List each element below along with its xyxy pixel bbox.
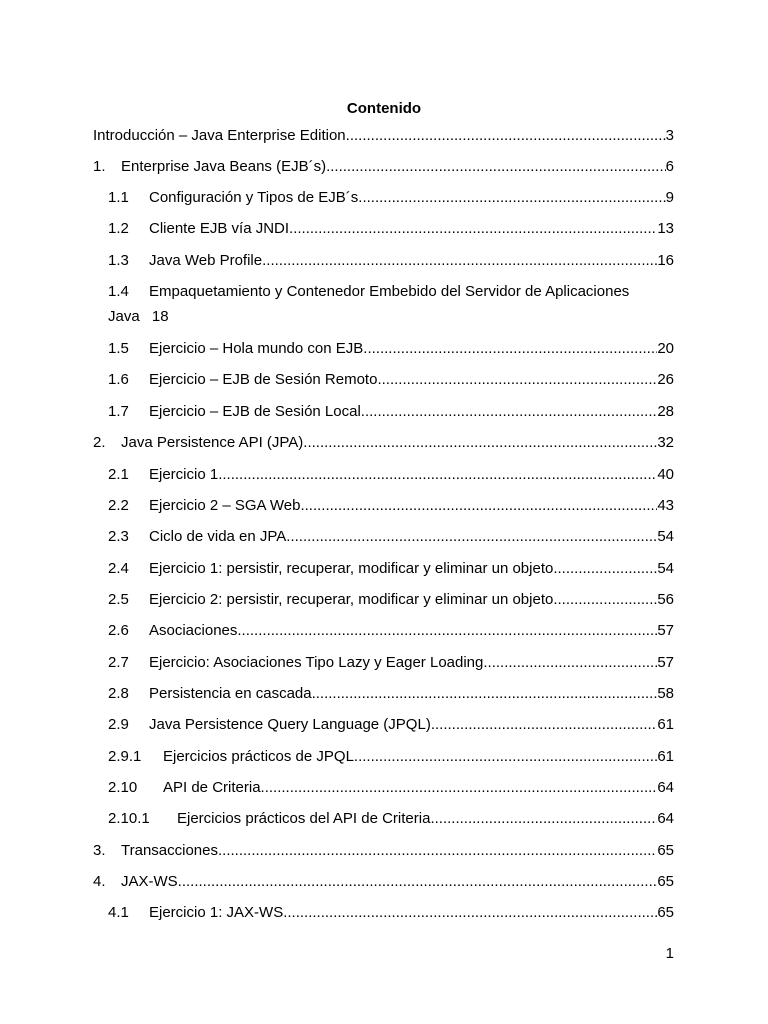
toc-entry[interactable]	[108, 465, 674, 485]
toc-entry-page: 65	[657, 873, 674, 890]
toc-entry-title: Ejercicio 2 – SGA Web	[149, 497, 301, 514]
toc-leader-dots	[430, 809, 657, 829]
toc-entry-number: 1.2	[108, 220, 129, 237]
toc-leader-dots	[363, 339, 657, 359]
toc-entry[interactable]	[93, 433, 674, 453]
toc-entry-number: 1.1	[108, 189, 129, 206]
toc-entry-page: 32	[657, 434, 674, 451]
toc-entry-number: 2.4	[108, 560, 129, 577]
toc-entry[interactable]	[108, 402, 674, 422]
toc-entry-page: 13	[657, 220, 674, 237]
toc-entry[interactable]	[108, 778, 674, 798]
toc-leader-dots	[218, 465, 657, 485]
toc-entry-number: 4.	[93, 873, 106, 890]
toc-entry-title: Ejercicio: Asociaciones Tipo Lazy y Eager Loading	[149, 654, 484, 671]
toc-entry[interactable]	[108, 219, 674, 239]
toc-entry-number: 1.6	[108, 371, 129, 388]
toc-entry-title: Cliente EJB vía JNDI	[149, 220, 290, 237]
toc-leader-dots	[283, 903, 657, 923]
toc-entry-number: 2.5	[108, 591, 129, 608]
toc-leader-dots	[354, 747, 657, 767]
toc-entry-number: 2.8	[108, 685, 129, 702]
toc-entry-number: 2.10	[108, 779, 138, 796]
toc-entry-title: Java Persistence Query Language (JPQL)	[149, 716, 431, 733]
toc-entry[interactable]	[108, 903, 674, 923]
toc-entry-number: 2.	[93, 434, 106, 451]
toc-entry-title: Ciclo de vida en JPA	[149, 528, 287, 545]
toc-entry-page: 40	[657, 466, 674, 483]
toc-entry-number: 2.7	[108, 654, 129, 671]
toc-entry-number: 1.3	[108, 252, 129, 269]
toc-entry-page: 54	[657, 528, 674, 545]
toc-entry[interactable]	[108, 653, 674, 673]
toc-entry-page: 64	[657, 810, 674, 827]
toc-entry-title: Ejercicio – Hola mundo con EJB	[149, 340, 364, 357]
toc-entry-title: JAX-WS	[121, 873, 178, 890]
toc-entry-title: Enterprise Java Beans (EJB´s)	[121, 158, 327, 175]
toc-leader-dots	[361, 402, 658, 422]
toc-entry[interactable]	[108, 251, 674, 271]
toc-entry[interactable]	[93, 841, 674, 861]
toc-leader-dots	[553, 559, 657, 579]
toc-entry-page: 26	[657, 371, 674, 388]
toc-entry[interactable]	[108, 496, 674, 516]
toc-entry-page: 43	[657, 497, 674, 514]
toc-leader-dots	[358, 188, 665, 208]
toc-entry[interactable]	[108, 684, 674, 704]
toc-entry[interactable]	[108, 747, 674, 767]
toc-leader-dots	[431, 715, 657, 735]
toc-entry[interactable]	[108, 621, 674, 641]
toc-entry-page: 18	[151, 308, 169, 325]
toc-leader-dots	[237, 621, 657, 641]
toc-leader-dots	[262, 251, 657, 271]
toc-entry-title: Ejercicio 1: persistir, recuperar, modificar y eliminar un objeto	[149, 560, 554, 577]
toc-entry-page: 28	[657, 403, 674, 420]
toc-entry-page: 56	[657, 591, 674, 608]
toc-leader-dots	[377, 370, 657, 390]
toc-entry-page: 54	[657, 560, 674, 577]
toc-entry-title: Ejercicio 2: persistir, recuperar, modificar y eliminar un objeto	[149, 591, 554, 608]
toc-entry[interactable]	[108, 715, 674, 735]
toc-leader-dots	[300, 496, 657, 516]
toc-entry-number: 2.2	[108, 497, 129, 514]
toc-entry-number: 2.10.1	[108, 810, 150, 827]
toc-entry-page: 57	[657, 654, 674, 671]
toc-entry-title: Transacciones	[121, 842, 218, 859]
toc-entry[interactable]	[108, 590, 674, 610]
toc-entry-title: Ejercicios prácticos del API de Criteria	[177, 810, 431, 827]
toc-entry[interactable]	[108, 809, 674, 829]
toc-entry-title: Introducción – Java Enterprise Edition	[93, 127, 346, 144]
toc-entry[interactable]	[108, 370, 674, 390]
toc-entry-title: Ejercicios prácticos de JPQL	[163, 748, 354, 765]
toc-entry-title: API de Criteria	[163, 779, 261, 796]
toc-entry-page: 57	[657, 622, 674, 639]
toc-leader-dots	[289, 219, 657, 239]
toc-leader-dots	[218, 841, 657, 861]
toc-entry-number: 4.1	[108, 904, 129, 921]
toc-entry-title: Java Web Profile	[149, 252, 263, 269]
toc-entry[interactable]	[93, 126, 674, 146]
toc-entry-page: 64	[657, 779, 674, 796]
toc-entry-number: 1.5	[108, 340, 129, 357]
toc-entry-page: 20	[657, 340, 674, 357]
toc-leader-dots	[303, 433, 657, 453]
toc-entry[interactable]	[108, 282, 708, 302]
toc-entry-number: 2.1	[108, 466, 129, 483]
toc-entry-number: 2.9.1	[108, 748, 142, 765]
toc-entry-number: 1.	[93, 158, 106, 175]
toc-leader-dots	[261, 778, 658, 798]
toc-entry-page: 16	[657, 252, 674, 269]
toc-entry-page: 6	[665, 158, 674, 175]
toc-entry-title: Ejercicio 1	[149, 466, 219, 483]
toc-entry-number: 1.4	[108, 283, 129, 300]
toc-entry-title: Ejercicio – EJB de Sesión Local	[149, 403, 361, 420]
toc-entry[interactable]	[108, 559, 674, 579]
toc-leader-dots	[326, 157, 666, 177]
toc-entry-number: 2.6	[108, 622, 129, 639]
toc-entry-title: Configuración y Tipos de EJB´s	[149, 189, 359, 206]
toc-entry-title: Java Persistence API (JPA)	[121, 434, 304, 451]
toc-entry-page: 61	[657, 716, 674, 733]
toc-entry-number: 3.	[93, 842, 106, 859]
toc-leader-dots	[553, 590, 657, 610]
toc-entry[interactable]	[108, 527, 674, 547]
toc-leader-dots	[178, 872, 658, 892]
toc-entry-number: 1.7	[108, 403, 129, 420]
toc-entry-page: 58	[657, 685, 674, 702]
toc-entry-page: 3	[665, 127, 674, 144]
toc-entry-page: 65	[657, 904, 674, 921]
toc-entry-title: Asociaciones	[149, 622, 238, 639]
toc-entry-page: 61	[657, 748, 674, 765]
toc-entry-number: 2.3	[108, 528, 129, 545]
toc-leader-dots	[483, 653, 657, 673]
toc-entry-title: Ejercicio – EJB de Sesión Remoto	[149, 371, 378, 388]
toc-leader-dots	[286, 527, 657, 547]
toc-entry-title: Empaquetamiento y Contenedor Embebido del Servidor de Aplicaciones	[149, 283, 630, 300]
page-number: 1	[665, 945, 674, 962]
toc-entry[interactable]	[108, 339, 674, 359]
toc-entry-continuation[interactable]	[108, 307, 169, 327]
toc-entry-title-cont: Java	[108, 308, 140, 325]
toc-entry-title: Persistencia en cascada	[149, 685, 312, 702]
toc-entry[interactable]	[93, 157, 674, 177]
toc-entry-page: 65	[657, 842, 674, 859]
toc-leader-dots	[346, 126, 666, 146]
toc-entry-number: 2.9	[108, 716, 129, 733]
toc-leader-dots	[312, 684, 658, 704]
toc-entry[interactable]	[93, 872, 674, 892]
toc-entry-title: Ejercicio 1: JAX-WS	[149, 904, 284, 921]
toc-entry[interactable]	[108, 188, 674, 208]
toc-entry-page: 9	[665, 189, 674, 206]
toc-title: Contenido	[346, 100, 422, 117]
